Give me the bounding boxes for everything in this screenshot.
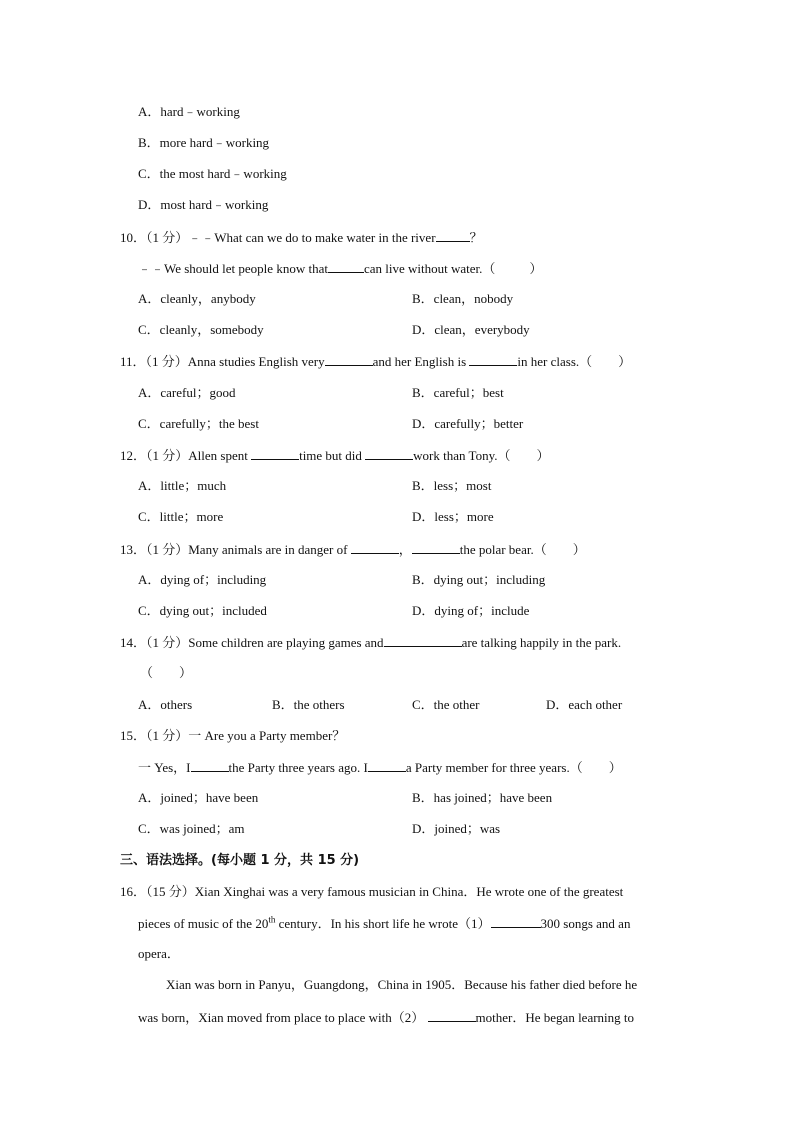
section-heading: 三、语法选择。(每小题 1 分，共 15 分) [120, 853, 360, 868]
q11-stem-text: 11．（1 分）Anna studies English very [120, 354, 325, 369]
q16-line2-text: pieces of music of the 20 [138, 916, 269, 931]
q12-stem-text-c: work than Tony.（ [413, 448, 511, 463]
q10-stem [120, 229, 483, 246]
q11-stem-close: ） [618, 354, 632, 369]
answer-blank[interactable] [428, 1009, 476, 1022]
answer-blank[interactable] [436, 229, 470, 242]
q14-stem-text-b: are talking happily in the park. [461, 635, 622, 650]
q12-stem [120, 447, 550, 464]
q10-option-a: A．cleanly，anybody [138, 291, 256, 306]
q13-stem-text-c: the polar bear.（ [459, 542, 547, 557]
q16-line4: Xian was born in Panyu，Guangdong，China in 1905．Because his father died before he [166, 977, 638, 992]
q16-line2-text-c: 300 songs and an [540, 916, 631, 931]
q13-stem-comma: ， [398, 542, 412, 557]
answer-blank[interactable] [191, 759, 229, 772]
answer-blank[interactable] [491, 915, 541, 928]
q15-option-b: B．has joined；have been [412, 790, 553, 805]
q10-stem-end: ？ [469, 230, 483, 245]
q10-line2 [138, 260, 542, 277]
q10-line2-text: ﹣﹣We should let people know that [138, 261, 328, 276]
q16-superscript: th [268, 914, 276, 925]
q10-option-d: D．clean，everybody [412, 322, 530, 337]
answer-blank[interactable] [365, 447, 413, 460]
q14-stem [120, 634, 674, 651]
answer-blank[interactable] [368, 759, 406, 772]
q10-line2-text-b: can live without water.（ [363, 261, 496, 276]
q14-option-a: A．others [138, 697, 193, 712]
q16-line5-text: was born，Xian moved from place to place with（2） [138, 1010, 425, 1025]
q14-paren-close: ） [179, 665, 193, 680]
q14-option-d: D．each other [546, 697, 623, 712]
q12-option-c: C．little；more [138, 509, 224, 524]
q15-line2-text-b: the Party three years ago. I [228, 760, 368, 775]
q16-line1: 16．（15 分）Xian Xinghai was a very famous musician in China．He wrote one of the greatest [120, 884, 624, 899]
q15-option-d: D．joined；was [412, 821, 501, 836]
q15-line2-text: 一 Yes，I [138, 760, 191, 775]
q9-option-d: D．most hard﹣working [138, 197, 269, 212]
answer-blank[interactable] [328, 260, 364, 273]
q15-line2 [138, 759, 622, 776]
q14-option-b: B．the others [272, 697, 345, 712]
q9-option-c: C．the most hard﹣working [138, 166, 287, 181]
q15-line2-close: ） [608, 760, 622, 775]
q16-line2-text-b: century．In his short life he wrote（1） [275, 916, 491, 931]
q13-stem-text: 13．（1 分）Many animals are in danger of [120, 542, 348, 557]
q15-option-a: A．joined；have been [138, 790, 259, 805]
q10-option-c: C．cleanly，somebody [138, 322, 264, 337]
q12-option-a: A．little；much [138, 478, 227, 493]
q14-option-c: C．the other [412, 697, 480, 712]
q14-paren-open: （ [140, 665, 154, 680]
q12-option-b: B．less；most [412, 478, 492, 493]
q13-stem [120, 541, 586, 558]
q13-stem-close: ） [572, 542, 586, 557]
q13-option-d: D．dying of；include [412, 603, 530, 618]
answer-blank[interactable] [251, 447, 299, 460]
q11-stem [120, 353, 631, 370]
q10-line2-close: ） [529, 261, 543, 276]
q11-option-d: D．carefully；better [412, 416, 524, 431]
q11-option-c: C．carefully；the best [138, 416, 259, 431]
q12-stem-close: ） [536, 448, 550, 463]
q16-line3: opera． [138, 946, 180, 961]
answer-blank[interactable] [412, 541, 460, 554]
q13-option-c: C．dying out；included [138, 603, 267, 618]
q10-option-b: B．clean，nobody [412, 291, 514, 306]
q16-line2 [138, 915, 630, 932]
q15-stem [120, 728, 345, 744]
answer-blank[interactable] [351, 541, 399, 554]
q9-option-b: B．more hard﹣working [138, 135, 270, 150]
q11-option-b: B．careful；best [412, 385, 504, 400]
q15-stem-text: 15．（1 分）一 Are you a Party member？ [120, 728, 346, 743]
q11-option-a: A．careful；good [138, 385, 236, 400]
q14-paren-line [140, 665, 192, 681]
q16-line5 [138, 1009, 634, 1026]
q11-stem-text-c: in her class.（ [517, 354, 593, 369]
q12-stem-text: 12．（1 分）Allen spent [120, 448, 248, 463]
answer-blank[interactable] [384, 634, 462, 647]
answer-blank[interactable] [469, 353, 517, 366]
q15-line2-text-c: a Party member for three years.（ [405, 760, 583, 775]
answer-blank[interactable] [325, 353, 373, 366]
q13-option-a: A．dying of；including [138, 572, 267, 587]
q12-stem-text-b: time but did [299, 448, 362, 463]
q14-stem-text: 14．（1 分）Some children are playing games and [120, 635, 384, 650]
q9-option-a: A．hard﹣working [138, 104, 240, 119]
q12-option-d: D．less；more [412, 509, 494, 524]
q13-option-b: B．dying out；including [412, 572, 546, 587]
q11-stem-text-b: and her English is [372, 354, 467, 369]
q16-line5-text-b: mother．He began learning to [475, 1010, 635, 1025]
q15-option-c: C．was joined；am [138, 821, 245, 836]
q10-stem-text: 10．（1 分）﹣﹣What can we do to make water in the river [120, 230, 436, 245]
